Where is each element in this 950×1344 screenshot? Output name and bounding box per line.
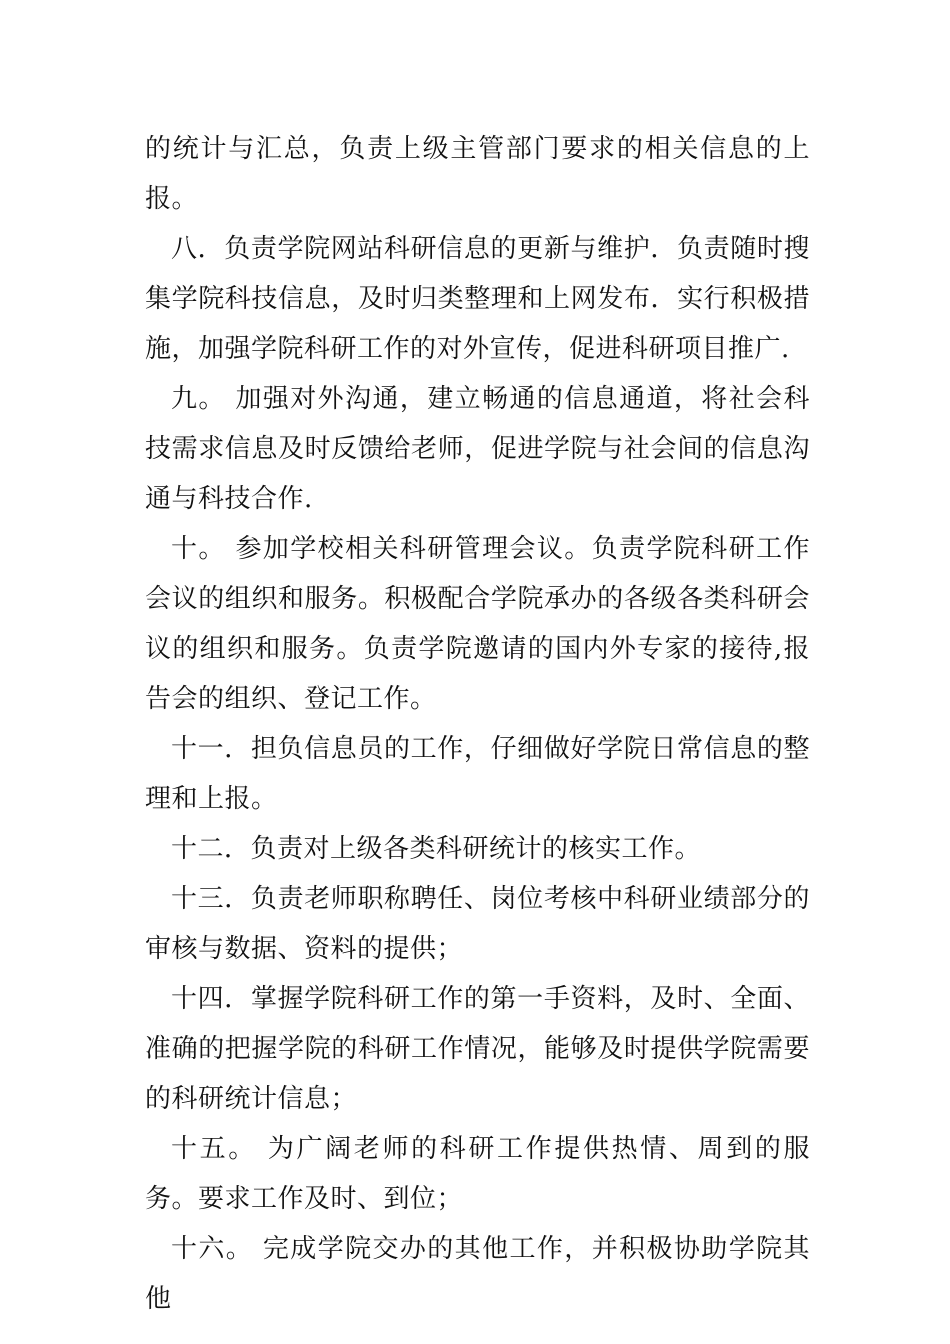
paragraph-item-14: 十四．掌握学院科研工作的第一手资料，及时、全面、准确的把握学院的科研工作情况，能够及时提供学院需要的科研统计信息； bbox=[145, 984, 810, 1114]
paragraph-item-13: 十三．负责老师职称聘任、岗位考核中科研业绩部分的审核与数据、资料的提供； bbox=[145, 884, 810, 964]
paragraph-item-15: 十五。 为广阔老师的科研工作提供热情、周到的服务。要求工作及时、到位； bbox=[145, 1134, 810, 1214]
paragraph-item-10: 十。 参加学校相关科研管理会议。负责学院科研工作会议的组织和服务。积极配合学院承办的各级各类科研会议的组织和服务。负责学院邀请的国内外专家的接待,报告会的组织、登记工作。 bbox=[145, 534, 810, 714]
paragraph-continuation: 的统计与汇总，负责上级主管部门要求的相关信息的上报。 bbox=[145, 134, 810, 214]
paragraph-item-9: 九。 加强对外沟通，建立畅通的信息通道，将社会科技需求信息及时反馈给老师，促进学院与社会间的信息沟通与科技合作. bbox=[145, 384, 810, 514]
document-body bbox=[145, 124, 810, 1324]
paragraph-item-11: 十一．担负信息员的工作，仔细做好学院日常信息的整理和上报。 bbox=[145, 734, 810, 814]
paragraph-item-12: 十二．负责对上级各类科研统计的核实工作。 bbox=[171, 834, 702, 864]
paragraph-item-16: 十六。 完成学院交办的其他工作，并积极协助学院其他 bbox=[145, 1234, 810, 1314]
paragraph-item-8: 八．负责学院网站科研信息的更新与维护．负责随时搜集学院科技信息，及时归类整理和上网发布．实行积极措施，加强学院科研工作的对外宣传，促进科研项目推广. bbox=[145, 234, 810, 364]
